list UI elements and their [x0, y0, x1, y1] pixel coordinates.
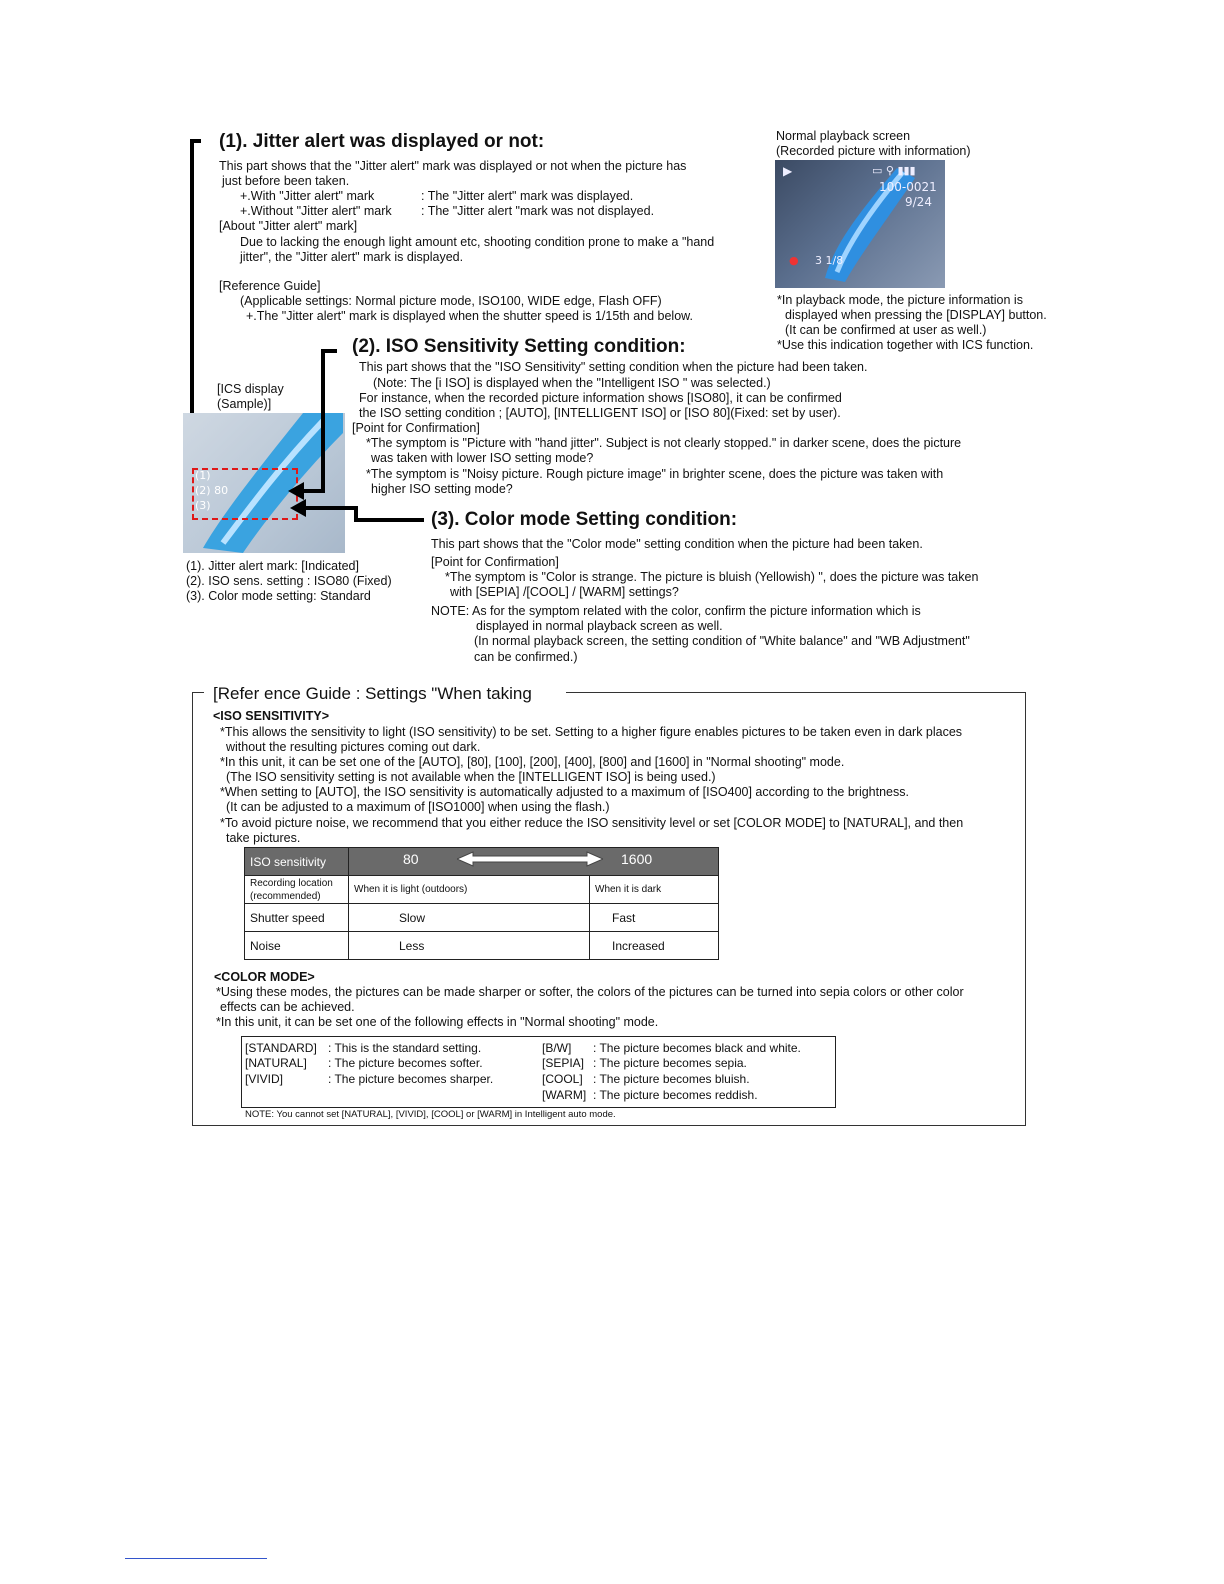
color-mode-name: [NATURAL] — [245, 1056, 307, 1070]
playback-note: (It can be confirmed at user as well.) — [785, 323, 987, 337]
color-mode-name: [STANDARD] — [245, 1041, 317, 1055]
reference-guide-title: [Refer ence Guide : Settings "When taking — [213, 684, 532, 703]
color-line: effects can be achieved. — [220, 1000, 355, 1014]
s3-line: [Point for Confirmation] — [431, 555, 559, 569]
ics-overlay-2: (2) 80 — [195, 484, 229, 497]
color-mode-name: [VIVID] — [245, 1072, 284, 1086]
box-top-left — [192, 692, 204, 693]
color-mode-desc: : The picture becomes black and white. — [593, 1041, 801, 1055]
color-mode-name: [SEPIA] — [542, 1056, 585, 1070]
color-mode-desc: : The picture becomes reddish. — [593, 1088, 758, 1102]
iso-line: *To avoid picture noise, we recommend that you either reduce the ISO sensitivity level or set [COLOR MODE] to [NATURAL], and then — [220, 816, 964, 830]
s1-line: [About "Jitter alert" mark] — [219, 219, 358, 233]
s1-line: : The "Jitter alert" mark was displayed. — [421, 189, 634, 203]
section-1-title: (1). Jitter alert was displayed or not: — [219, 131, 545, 152]
iso-line: (The ISO sensitivity setting is not available when the [INTELLIGENT ISO] is being used.) — [226, 770, 716, 784]
double-arrow-icon — [457, 851, 603, 867]
s3-line: This part shows that the "Color mode" setting condition when the picture had been taken. — [431, 537, 923, 551]
s2-line: was taken with lower ISO setting mode? — [371, 451, 594, 465]
arrow-2-head — [288, 482, 306, 500]
battery-icon: ▭ ⚲ ▮▮▮ — [872, 164, 916, 177]
iso-row-low: Less — [349, 932, 590, 960]
color-line: *Using these modes, the pictures can be made sharper or softer, the colors of the pictures can be turned into sepia colors or other color — [216, 985, 964, 999]
color-mode-desc: : The picture becomes softer. — [328, 1056, 483, 1070]
s2-line: For instance, when the recorded picture information shows [ISO80], it can be confirmed — [359, 391, 842, 405]
s2-line: (Note: The [i ISO] is displayed when the "Intelligent ISO " was selected.) — [373, 376, 771, 390]
color-line: *In this unit, it can be set one of the following effects in "Normal shooting" mode. — [216, 1015, 659, 1029]
s3-line: (In normal playback screen, the setting condition of "White balance" and "WB Adjustment" — [474, 634, 970, 648]
iso-header-label: ISO sensitivity — [245, 848, 349, 876]
iso-row-low: When it is light (outdoors) — [349, 876, 590, 904]
iso-row-label: Recording location (recommended) — [245, 876, 349, 904]
arrow-2-shaft — [321, 349, 325, 493]
s1-line: jitter", the "Jitter alert" mark is displayed. — [240, 250, 464, 264]
iso-header-range — [349, 848, 719, 876]
iso-line: take pictures. — [226, 831, 301, 845]
playback-caption: (Recorded picture with information) — [776, 144, 971, 158]
playback-note: displayed when pressing the [DISPLAY] button. — [785, 308, 1047, 322]
arrow-1-shaft — [190, 139, 194, 439]
shutter-readout: 3 1/8 — [815, 254, 844, 267]
iso-header-low: 80 — [403, 851, 419, 867]
s3-line: can be confirmed.) — [474, 650, 578, 664]
s1-line: Due to lacking the enough light amount etc, shooting condition prone to make a "hand — [240, 235, 715, 249]
iso-line: *When setting to [AUTO], the ISO sensitivity is automatically adjusted to a maximum of [ISO400] according to the brightness. — [220, 785, 909, 799]
s1-line: [Reference Guide] — [219, 279, 321, 293]
ics-overlay-1: (1) — [195, 469, 211, 482]
iso-line: without the resulting pictures coming out dark. — [226, 740, 481, 754]
color-mode-name: [B/W] — [542, 1041, 572, 1055]
s3-line: NOTE: As for the symptom related with the color, confirm the picture information which is — [431, 604, 921, 618]
color-mode-desc: : The picture becomes sharper. — [328, 1072, 494, 1086]
playback-icon: ▶ — [783, 164, 793, 178]
section-3-title: (3). Color mode Setting condition: — [431, 509, 738, 530]
ics-label: [ICS display — [217, 382, 284, 396]
s2-line: higher ISO setting mode? — [371, 482, 513, 496]
iso-row-label: Shutter speed — [245, 904, 349, 932]
camera-icon: ● — [789, 254, 799, 267]
ics-caption: (3). Color mode setting: Standard — [186, 589, 371, 603]
file-number: 100-0021 — [879, 180, 937, 194]
color-mode-desc: : This is the standard setting. — [328, 1041, 482, 1055]
ics-caption: (2). ISO sens. setting : ISO80 (Fixed) — [186, 574, 392, 588]
s2-line: *The symptom is "Noisy picture. Rough picture image" in brighter scene, does the picture was taken with — [366, 467, 944, 481]
arrow-3-seg — [354, 518, 424, 522]
playback-note: *In playback mode, the picture information is — [777, 293, 1023, 307]
s1-line: +.The "Jitter alert" mark is displayed when the shutter speed is 1/15th and below. — [246, 309, 693, 323]
s2-line: the ISO setting condition ; [AUTO], [INTELLIGENT ISO] or [ISO 80](Fixed: set by user). — [359, 406, 841, 420]
section-2-title: (2). ISO Sensitivity Setting condition: — [352, 336, 686, 357]
s1-line: just before been taken. — [222, 174, 350, 188]
s3-line: *The symptom is "Color is strange. The picture is bluish (Yellowish) ", does the picture was taken — [445, 570, 979, 584]
s1-line: (Applicable settings: Normal picture mode, ISO100, WIDE edge, Flash OFF) — [240, 294, 662, 308]
iso-row-high: Increased — [590, 932, 719, 960]
iso-row-label: Noise — [245, 932, 349, 960]
iso-line: *In this unit, it can be set one of the [AUTO], [80], [100], [200], [400], [800] and [1600] in "Normal shooting" mode. — [220, 755, 845, 769]
iso-heading: <ISO SENSITIVITY> — [213, 709, 330, 723]
s2-line: *The symptom is "Picture with "hand jitter". Subject is not clearly stopped." in darker scene, does the picture — [366, 436, 962, 450]
s2-line: This part shows that the "ISO Sensitivity" setting condition when the picture had been taken. — [359, 360, 868, 374]
arrow-3-seg — [304, 506, 358, 510]
iso-row-low: Slow — [349, 904, 590, 932]
playback-screen-image — [775, 160, 945, 288]
ics-caption: (1). Jitter alert mark: [Indicated] — [186, 559, 359, 573]
iso-row-high: When it is dark — [590, 876, 719, 904]
color-heading: <COLOR MODE> — [214, 970, 315, 984]
s1-line: +.With "Jitter alert" mark — [240, 189, 375, 203]
box-top-right — [566, 692, 1025, 693]
s3-line: with [SEPIA] /[COOL] / [WARM] settings? — [450, 585, 679, 599]
s2-line: [Point for Confirmation] — [352, 421, 480, 435]
footer-rule — [125, 1558, 267, 1559]
color-mode-desc: : The picture becomes bluish. — [593, 1072, 750, 1086]
color-mode-note: NOTE: You cannot set [NATURAL], [VIVID], [COOL] or [WARM] in Intelligent auto mode. — [245, 1109, 616, 1120]
s1-line: +.Without "Jitter alert" mark — [240, 204, 392, 218]
color-mode-name: [COOL] — [542, 1072, 583, 1086]
iso-header-high: 1600 — [621, 851, 653, 867]
iso-line: *This allows the sensitivity to light (ISO sensitivity) to be set. Setting to a higher figure enables pictures to be taken even in dark places — [220, 725, 963, 739]
s1-line: This part shows that the "Jitter alert" mark was displayed or not when the picture has — [219, 159, 687, 173]
ics-label: (Sample)] — [217, 397, 272, 411]
iso-row-high: Fast — [590, 904, 719, 932]
iso-table — [244, 847, 719, 960]
s1-line: : The "Jitter alert "mark was not displayed. — [421, 204, 655, 218]
playback-note: *Use this indication together with ICS function. — [777, 338, 1034, 352]
iso-line: (It can be adjusted to a maximum of [ISO1000] when using the flash.) — [226, 800, 610, 814]
color-mode-desc: : The picture becomes sepia. — [593, 1056, 747, 1070]
picture-count: 9/24 — [905, 195, 932, 209]
color-mode-name: [WARM] — [542, 1088, 587, 1102]
playback-caption: Normal playback screen — [776, 129, 911, 143]
ics-overlay-3: (3) — [195, 499, 211, 512]
s3-line: displayed in normal playback screen as well. — [476, 619, 723, 633]
